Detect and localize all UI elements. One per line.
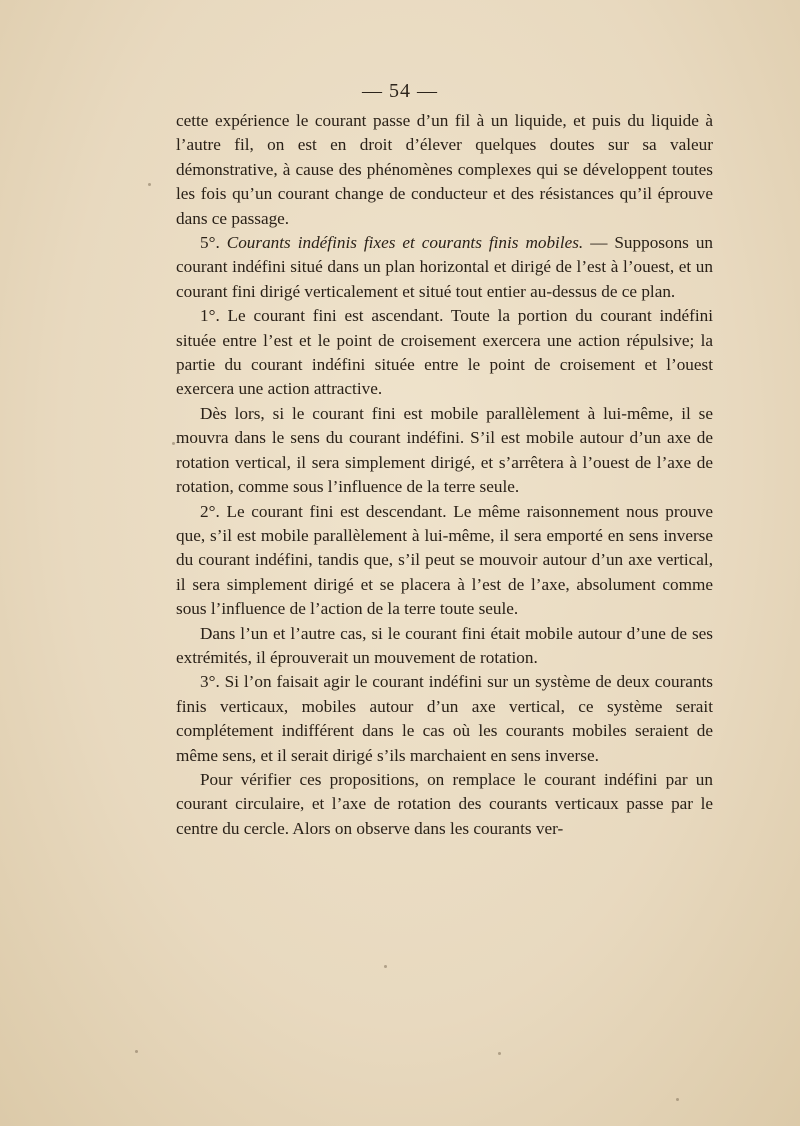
body-text <box>176 109 713 841</box>
paragraph-2-text: — Supposons un courant indéfini situé dans un plan horizontal et dirigé de l’est à l’ouest, et un courant fini dirigé verticalement et situé tout entier au-dessus de ce plan. <box>176 233 714 301</box>
paragraph-4: Dès lors, si le courant fini est mobile parallèlement à lui-même, il se mouvra dans le sens du courant indéfini. S’il est mobile autour d’un axe de rotation vertical, il sera simplement dirigé, et s’arrêtera à l’ouest de l’axe de rotation, comme sous l’influence de la terre seule. <box>176 403 713 497</box>
paper-speck <box>498 1052 501 1055</box>
paragraph-6: Dans l’un et l’autre cas, si le courant fini était mobile autour d’une de ses extrémités, il éprouverait un mouvement de rotation. <box>176 623 713 667</box>
paper-speck <box>172 442 175 445</box>
page-number: — 54 — <box>362 80 438 102</box>
paper-speck <box>676 1098 679 1101</box>
paragraph-2 <box>176 231 713 304</box>
paragraph-8: Pour vérifier ces propositions, on remplace le courant indéfini par un courant circulaire, et l’axe de rotation des courants verticaux passe par le centre du cercle. Alors on observe dans les courants ver- <box>176 769 713 838</box>
section-title: Courants indéfinis fixes et courants finis mobiles. <box>226 233 584 253</box>
paragraph-7: 3°. Si l’on faisait agir le courant indéfini sur un système de deux courants finis verticaux, mobiles autour d’un axe vertical, ce système serait complétement indifférent dans le cas où les courants mobiles seraient de même sens, et il serait dirigé s’ils marchaient en sens inverse. <box>176 672 713 765</box>
paragraph-5: 2°. Le courant fini est descendant. Le même raisonnement nous prouve que, s’il est mobile parallèlement à lui-même, il sera emporté en sens inverse du courant indéfini, tandis que, s’il peut se mouvoir autour d’un axe vertical, il sera simplement dirigé et se placera à l’est de l’axe, absolument comme sous l’influence de l’action de la terre toute seule. <box>176 501 713 619</box>
paragraph-1: cette expérience le courant passe d’un fil à un liquide, et puis du liquide à l’autre fil, on est en droit d’élever quelques doutes sur sa valeur démonstrative, à cause des phénomènes complexes qui se développent toutes les fois qu’un courant change de conducteur et des résistances qu’il éprouve dans ce passage. <box>176 111 713 228</box>
paper-speck <box>148 183 151 186</box>
paragraph-3: 1°. Le courant fini est ascendant. Toute la portion du courant indéfini située entre l’est et le point de croisement exercera une action répulsive; la partie du courant indéfini située entre le point de croisement et l’ouest exercera une action attractive. <box>176 306 713 399</box>
paper-speck <box>384 965 387 968</box>
section-number: 5°. <box>200 233 220 253</box>
paper-speck <box>135 1050 138 1053</box>
